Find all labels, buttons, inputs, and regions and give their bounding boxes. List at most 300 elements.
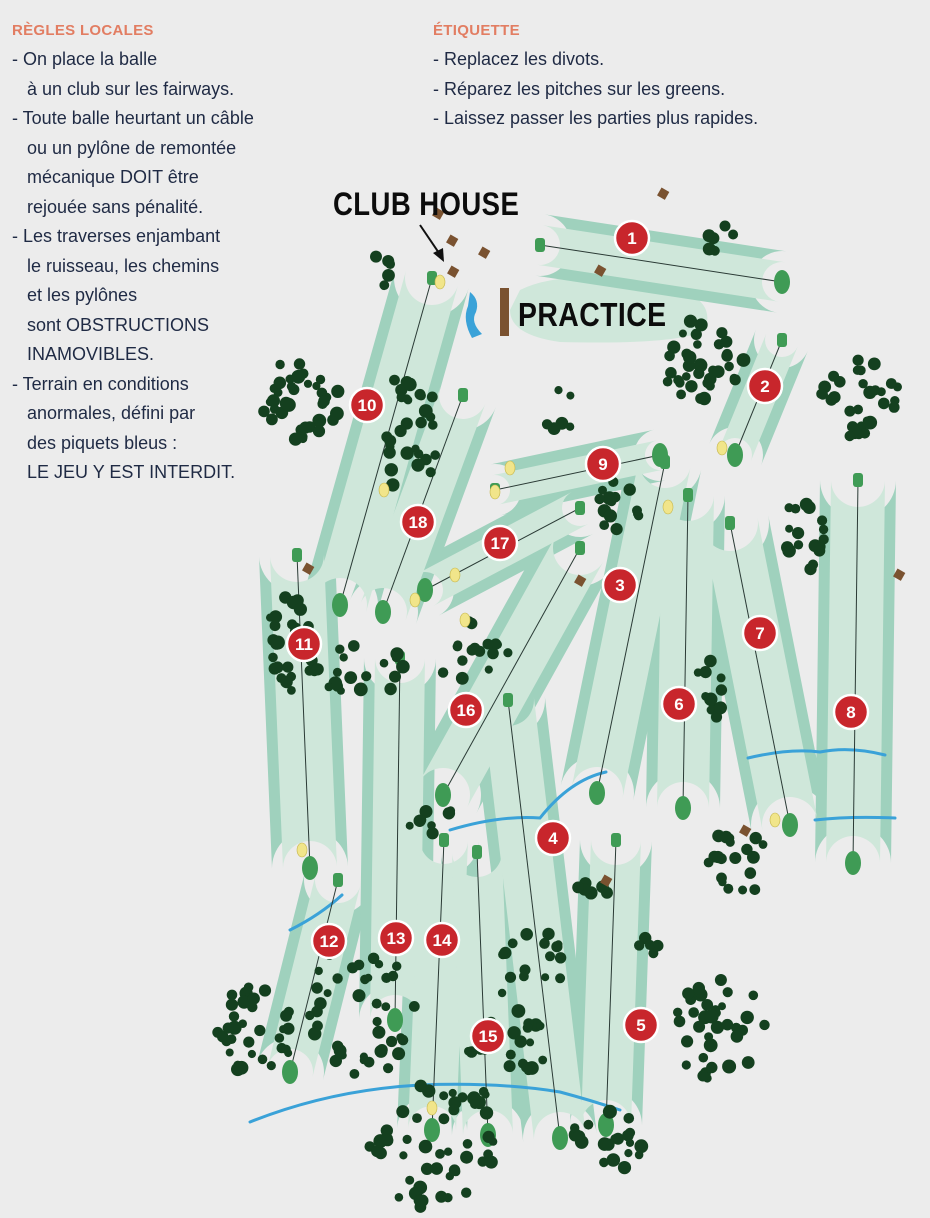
- bunker: [379, 483, 389, 497]
- tree: [379, 280, 389, 290]
- tree: [791, 504, 801, 514]
- hole-6-green: [675, 796, 691, 820]
- tree: [603, 1105, 617, 1119]
- tree: [318, 395, 330, 407]
- tree: [634, 1139, 648, 1153]
- hole-4-green: [552, 1126, 568, 1150]
- tree: [243, 1037, 254, 1048]
- tree: [335, 645, 344, 654]
- tree: [368, 953, 379, 964]
- tree: [415, 1080, 428, 1093]
- tree: [375, 1045, 388, 1058]
- hole-number: 13: [386, 929, 406, 948]
- tree: [258, 1055, 268, 1065]
- pylon: [478, 247, 490, 259]
- tree: [785, 525, 793, 533]
- tree: [624, 1149, 632, 1157]
- tree: [845, 431, 855, 441]
- hole-1-tee: [535, 238, 545, 252]
- tree: [485, 1156, 498, 1169]
- tree: [834, 376, 846, 388]
- tree: [416, 1194, 429, 1207]
- pylon: [893, 569, 905, 581]
- tree: [386, 1036, 397, 1047]
- tree: [723, 987, 733, 997]
- tree: [676, 390, 686, 400]
- local-rule-line: - Les traverses enjambant: [12, 226, 221, 246]
- hole-number: 7: [755, 624, 765, 643]
- hole-4-tee: [503, 693, 513, 707]
- tree: [294, 603, 307, 616]
- tree: [385, 259, 395, 269]
- hole-number: 14: [432, 931, 452, 950]
- tree: [749, 991, 759, 1001]
- tree: [311, 663, 323, 675]
- tree: [395, 425, 407, 437]
- tree: [485, 666, 493, 674]
- tree: [382, 1135, 394, 1147]
- tree: [704, 693, 717, 706]
- tree: [419, 404, 433, 418]
- tree: [622, 1130, 634, 1142]
- tree: [287, 382, 296, 391]
- hole-18-green: [375, 600, 391, 624]
- tree: [699, 1053, 709, 1063]
- tree: [315, 967, 323, 975]
- tree: [759, 840, 768, 849]
- tree: [385, 463, 398, 476]
- local-rule-line: ou un pylône de remontée: [12, 137, 237, 158]
- tree: [398, 1035, 409, 1046]
- tree: [289, 433, 302, 446]
- hole-number: 2: [760, 377, 770, 396]
- tree: [461, 1188, 471, 1198]
- local-rule-line: rejouée sans pénalité.: [12, 196, 204, 217]
- tree: [279, 1025, 287, 1033]
- tree: [693, 340, 702, 349]
- tree: [404, 378, 417, 391]
- hole-16-tee: [575, 541, 585, 555]
- pylon: [657, 188, 669, 200]
- tree: [332, 973, 342, 983]
- tree: [266, 614, 274, 622]
- tree: [312, 382, 320, 390]
- tree: [673, 1008, 682, 1017]
- tree: [808, 560, 818, 570]
- bunker: [770, 813, 780, 827]
- tree: [731, 1030, 744, 1043]
- tree: [259, 984, 271, 996]
- tree: [504, 1060, 516, 1072]
- tree: [886, 378, 897, 389]
- tree: [331, 385, 344, 398]
- tree: [284, 1007, 294, 1017]
- tree: [304, 380, 312, 388]
- tree: [223, 1023, 234, 1034]
- tree: [816, 389, 826, 399]
- hole-number: 10: [357, 396, 377, 415]
- tree: [399, 1151, 407, 1159]
- tree: [395, 1193, 404, 1202]
- etiquette-line: - Replacez les divots.: [433, 49, 605, 69]
- hole-marker-13: [379, 921, 413, 955]
- local-rule-line: des piquets bleus :: [12, 432, 178, 453]
- tree: [844, 406, 855, 417]
- tree: [566, 423, 574, 431]
- hole-marker-9: [586, 447, 620, 481]
- tree: [406, 822, 414, 830]
- bunker: [460, 613, 470, 627]
- tree: [449, 1089, 457, 1097]
- tree: [697, 1070, 708, 1081]
- tree: [360, 1056, 368, 1064]
- hole-marker-18: [401, 505, 435, 539]
- hole-11-tee: [292, 548, 302, 562]
- tree: [555, 973, 565, 983]
- tree: [693, 1021, 705, 1033]
- tree: [794, 540, 803, 549]
- tree: [498, 989, 506, 997]
- tree: [721, 350, 733, 362]
- local-rule-line: mécanique DOIT être: [12, 167, 199, 187]
- tree: [688, 1007, 699, 1018]
- tree: [449, 1164, 460, 1175]
- tree: [254, 1025, 265, 1036]
- tree: [718, 878, 726, 886]
- tree: [703, 243, 716, 256]
- tree: [427, 821, 436, 830]
- tree: [542, 419, 552, 429]
- hole-number: 16: [456, 701, 476, 720]
- tree: [226, 999, 238, 1011]
- tree: [714, 701, 727, 714]
- tree: [415, 417, 426, 428]
- tree: [536, 1022, 545, 1031]
- tree: [430, 1162, 443, 1175]
- tree: [720, 336, 732, 348]
- tree: [720, 221, 731, 232]
- hole-number: 11: [295, 635, 313, 654]
- tree: [693, 368, 704, 379]
- local-rule-line: et les pylônes: [12, 285, 138, 305]
- bunker: [427, 1101, 437, 1115]
- bunker: [435, 275, 445, 289]
- hole-marker-6: [662, 687, 696, 721]
- tree: [443, 807, 455, 819]
- tree: [380, 659, 389, 668]
- tree: [438, 667, 448, 677]
- tree: [412, 1113, 422, 1123]
- local-rule-line: anormales, défini par: [12, 403, 196, 423]
- tree: [674, 1016, 686, 1028]
- tree: [683, 351, 696, 364]
- hole-marker-11: [287, 627, 321, 661]
- tree: [541, 973, 549, 981]
- hole-marker-14: [425, 923, 459, 957]
- tree: [333, 668, 342, 677]
- etiquette-heading: ÉTIQUETTE: [433, 22, 520, 39]
- tree: [340, 653, 348, 661]
- tree: [506, 1050, 516, 1060]
- tree: [712, 851, 724, 863]
- tree: [695, 318, 708, 331]
- hole-number: 6: [674, 695, 684, 714]
- hole-7-tee: [725, 516, 735, 530]
- hole-10-green: [332, 593, 348, 617]
- hole-marker-16: [449, 693, 483, 727]
- hole-3-green: [589, 781, 605, 805]
- tree: [419, 1140, 433, 1154]
- pond: [466, 292, 482, 338]
- tree: [792, 527, 804, 539]
- tree: [227, 1034, 237, 1044]
- hole-2-green: [727, 443, 743, 467]
- tree: [282, 662, 293, 673]
- tree: [700, 666, 712, 678]
- tree: [695, 393, 706, 404]
- tree: [325, 683, 334, 692]
- tree: [664, 351, 675, 362]
- tree: [704, 1038, 718, 1052]
- tree: [699, 361, 707, 369]
- club-house-label: CLUB HOUSE: [333, 186, 520, 222]
- tree: [618, 1161, 631, 1174]
- tree: [682, 987, 694, 999]
- tree: [545, 951, 555, 961]
- pylon: [446, 235, 458, 247]
- tree: [370, 251, 382, 263]
- tree: [350, 1069, 360, 1079]
- tree: [505, 972, 516, 983]
- tree: [717, 673, 726, 682]
- local-rule-line: LE JEU Y EST INTERDIT.: [12, 462, 236, 482]
- hole-15-tee: [472, 845, 482, 859]
- tree: [411, 459, 424, 472]
- hole-13-green: [387, 1008, 403, 1032]
- tree: [229, 1011, 239, 1021]
- tree: [479, 1087, 488, 1096]
- local-rule-line: - On place la balle: [12, 49, 158, 69]
- tree: [520, 964, 531, 975]
- tree: [470, 1099, 480, 1109]
- tree: [384, 683, 396, 695]
- tree: [809, 539, 822, 552]
- hole-number: 9: [598, 455, 608, 474]
- tree: [515, 1035, 527, 1047]
- hole-marker-12: [312, 924, 346, 958]
- tree: [439, 1113, 450, 1124]
- tree: [294, 358, 305, 369]
- hole-14-tee: [439, 833, 449, 847]
- tree: [426, 467, 436, 477]
- tree: [405, 1176, 414, 1185]
- tree: [712, 365, 725, 378]
- tree: [607, 1153, 621, 1167]
- tree: [268, 653, 278, 663]
- tree: [299, 422, 311, 434]
- hole-number: 3: [615, 576, 625, 595]
- tree: [373, 1017, 382, 1026]
- tree: [729, 852, 741, 864]
- tree: [364, 974, 372, 982]
- hole-marker-8: [834, 695, 868, 729]
- tree: [853, 355, 864, 366]
- hole-7-green: [782, 813, 798, 837]
- tree: [742, 1056, 755, 1069]
- tree: [480, 1106, 493, 1119]
- tree: [524, 1066, 534, 1076]
- hole-18-tee: [458, 388, 468, 402]
- tree: [745, 867, 757, 879]
- tree: [258, 406, 270, 418]
- hole-marker-2: [748, 369, 782, 403]
- tree: [329, 416, 338, 425]
- tree: [602, 1138, 614, 1150]
- tree: [392, 1047, 405, 1060]
- tree: [526, 1038, 534, 1046]
- tree: [381, 1002, 390, 1011]
- etiquette-line: - Laissez passer les parties plus rapides.: [433, 108, 759, 128]
- tree: [313, 425, 325, 437]
- tree: [704, 858, 714, 868]
- tree: [270, 404, 280, 414]
- tree: [737, 353, 751, 367]
- tree: [305, 1011, 314, 1020]
- hole-marker-3: [603, 568, 637, 602]
- tree: [390, 647, 403, 660]
- tree: [411, 445, 419, 453]
- tree: [463, 1139, 473, 1149]
- tree: [487, 648, 499, 660]
- tree: [599, 1158, 609, 1168]
- tree: [430, 450, 440, 460]
- tree: [274, 377, 287, 390]
- tree: [863, 386, 876, 399]
- hole-9-green: [652, 443, 668, 467]
- local-rule-line: - Terrain en conditions: [12, 373, 189, 394]
- tree: [555, 952, 566, 963]
- tree: [599, 520, 609, 530]
- tree: [397, 392, 407, 402]
- tree: [523, 1023, 533, 1033]
- tree: [573, 1130, 586, 1143]
- tree: [361, 671, 371, 681]
- tree: [551, 941, 562, 952]
- local-rule-line: INAMOVIBLES.: [12, 344, 155, 364]
- tree: [539, 938, 550, 949]
- tree: [611, 523, 623, 535]
- tree: [248, 993, 260, 1005]
- tree: [444, 1148, 452, 1156]
- tree: [817, 515, 827, 525]
- tree: [312, 1021, 323, 1032]
- local-rule-line: à un club sur les fairways.: [12, 78, 235, 99]
- hole-number: 17: [490, 534, 510, 553]
- tree: [702, 378, 712, 388]
- tree: [749, 884, 760, 895]
- tree: [226, 1049, 234, 1057]
- hole-12-tee: [333, 873, 343, 887]
- pylon: [739, 825, 751, 837]
- hole-17-tee: [575, 501, 585, 515]
- tree: [353, 989, 366, 1002]
- tree: [520, 928, 533, 941]
- tree: [270, 620, 281, 631]
- hole-marker-15: [471, 1019, 505, 1053]
- tree: [819, 525, 828, 534]
- tree: [354, 960, 365, 971]
- bunker: [663, 500, 673, 514]
- tree: [738, 886, 747, 895]
- tree: [456, 672, 469, 685]
- tree: [275, 1033, 285, 1043]
- tree: [235, 1061, 249, 1075]
- hole-2-tee: [777, 333, 787, 347]
- tree: [272, 661, 284, 673]
- tree: [344, 671, 357, 684]
- hole-number: 18: [408, 513, 428, 532]
- hole-number: 5: [636, 1016, 646, 1035]
- tree: [453, 642, 463, 652]
- tree: [435, 1149, 445, 1159]
- tree: [372, 1026, 385, 1039]
- tree: [566, 392, 574, 400]
- tree: [890, 396, 899, 405]
- tree: [383, 446, 395, 458]
- bunker: [450, 568, 460, 582]
- hole-marker-10: [350, 388, 384, 422]
- bunker: [490, 485, 500, 499]
- tree: [383, 1063, 393, 1073]
- tree: [381, 973, 391, 983]
- tree: [722, 1060, 736, 1074]
- tree: [291, 370, 305, 384]
- tree: [634, 940, 644, 950]
- hole-5-tee: [611, 833, 621, 847]
- hole-marker-17: [483, 526, 517, 560]
- tree: [324, 989, 332, 997]
- tree: [439, 1091, 448, 1100]
- hole-marker-4: [536, 821, 570, 855]
- tree: [270, 637, 282, 649]
- hole-number: 8: [846, 703, 856, 722]
- bunker: [717, 441, 727, 455]
- etiquette-line: - Réparez les pitches sur les greens.: [433, 78, 726, 99]
- tree: [396, 660, 410, 674]
- tree: [747, 851, 760, 864]
- tree: [572, 882, 584, 894]
- tree: [457, 655, 467, 665]
- tree: [682, 372, 691, 381]
- hole-1-green: [774, 270, 790, 294]
- tree: [800, 498, 813, 511]
- hole-number: 15: [478, 1027, 498, 1046]
- tree: [706, 1062, 717, 1073]
- tree: [715, 974, 727, 986]
- tree: [375, 1147, 387, 1159]
- tree: [512, 1004, 526, 1018]
- tree: [498, 950, 508, 960]
- tree: [782, 544, 796, 558]
- tree: [396, 1105, 409, 1118]
- tree: [632, 506, 642, 516]
- hole-number: 4: [548, 829, 558, 848]
- tree: [334, 1044, 347, 1057]
- tree: [460, 1151, 473, 1164]
- hole-number: 1: [627, 229, 637, 248]
- tree: [554, 386, 562, 394]
- tree: [382, 269, 395, 282]
